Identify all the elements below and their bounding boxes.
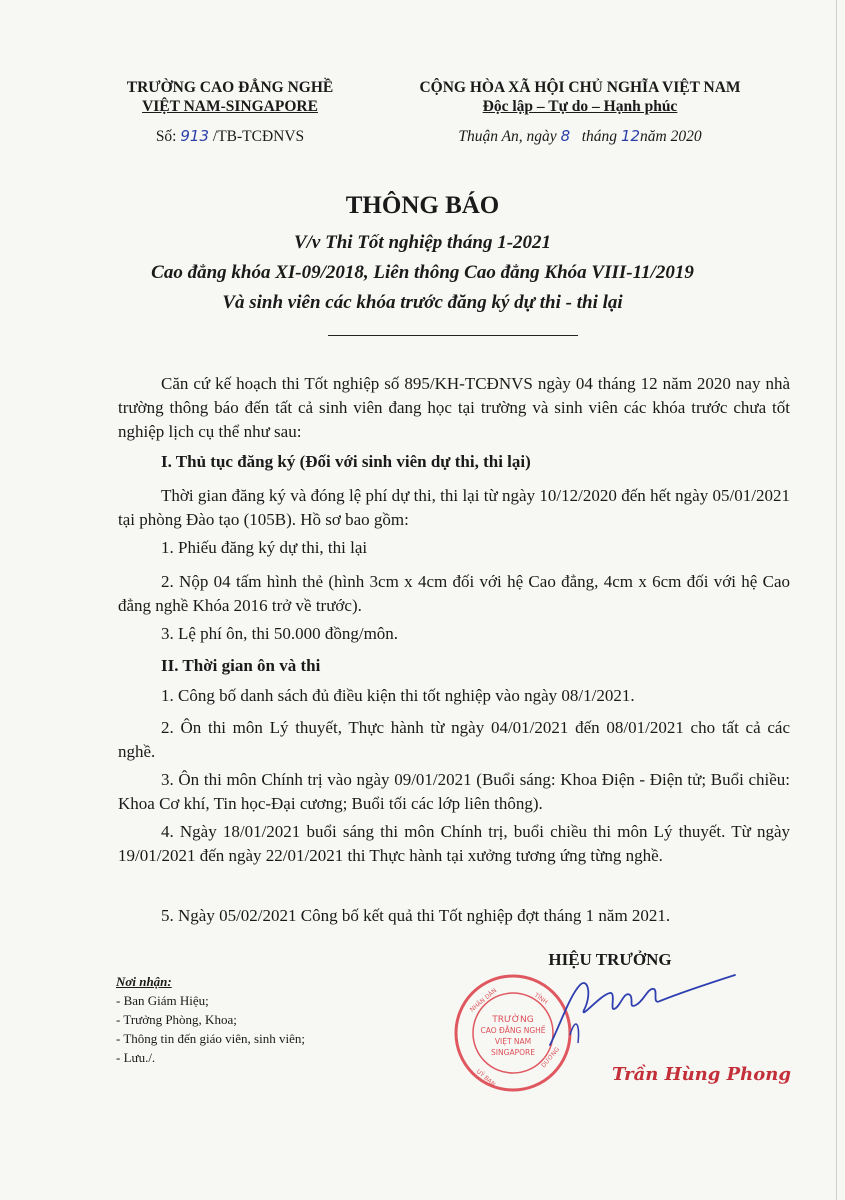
section2-item5: 5. Ngày 05/02/2021 Công bố kết quả thi Tốt nghiệp đợt tháng 1 năm 2021.: [161, 906, 671, 925]
org-line2: VIỆT NAM-SINGAPORE: [142, 98, 318, 115]
signer-title: HIỆU TRƯỞNG: [548, 950, 672, 969]
svg-text:NHÂN DÂN: NHÂN DÂN: [468, 987, 499, 1014]
section1-text: Thời gian đăng ký và đóng lệ phí dự thi, thi lại từ ngày 10/12/2020 đến hết ngày 05/01/2021 tại phòng Đào tạo (105B). Hồ sơ bao gồm:: [118, 486, 790, 529]
recipient-item: - Trưởng Phòng, Khoa;: [116, 1012, 237, 1027]
handwritten-signature-icon: [540, 965, 740, 1055]
intro-paragraph: Căn cứ kế hoạch thi Tốt nghiệp số 895/KH-TCĐNVS ngày 04 tháng 12 năm 2020 nay nhà trường thông báo đến tất cả sinh viên đang học tại trường và sinh viên các khóa trước chưa tốt nghiệp lịch cụ thể như sau:: [118, 374, 790, 441]
subtitle-line3: Và sinh viên các khóa trước đăng ký dự thi - thi lại: [222, 292, 623, 313]
svg-text:VIỆT NAM: VIỆT NAM: [494, 1037, 532, 1046]
section1-item3: 3. Lệ phí ôn, thi 50.000 đồng/môn.: [161, 624, 399, 643]
subtitle-line2: Cao đẳng khóa XI-09/2018, Liên thông Cao đẳng Khóa VIII-11/2019: [151, 262, 694, 283]
svg-text:TRƯỜNG: TRƯỜNG: [492, 1015, 534, 1025]
section1-item2: 2. Nộp 04 tấm hình thẻ (hình 3cm x 4cm đối với hệ Cao đẳng, 4cm x 6cm đối với hệ Cao đẳng nghề Khóa 2016 trở về trước).: [118, 572, 790, 615]
section1-title: I. Thủ tục đăng ký (Đối với sinh viên dự thi, thi lại): [161, 452, 531, 471]
recipients-title: Nơi nhận:: [116, 974, 172, 989]
section2-item1: 1. Công bố danh sách đủ điều kiện thi tốt nghiệp vào ngày 08/1/2021.: [161, 686, 635, 705]
svg-text:TỈNH: TỈNH: [532, 991, 549, 1006]
section2-item3: 3. Ôn thi môn Chính trị vào ngày 09/01/2021 (Buổi sáng: Khoa Điện - Điện tử; Buổi chiều: Khoa Cơ khí, Tin học-Đại cương; Buổi tối các lớp liên thông).: [118, 770, 790, 813]
header-organization: [90, 78, 370, 147]
header-country: [380, 78, 780, 147]
section2-item4: 4. Ngày 18/01/2021 buổi sáng thi môn Chính trị, buổi chiều thi môn Lý thuyết. Từ ngày 19/01/2021 đến ngày 22/01/2021 thi Thực hành tại xưởng tương ứng từng nghề.: [118, 822, 790, 865]
page-edge: [836, 0, 837, 1200]
recipients-block: [116, 972, 305, 1067]
section2-title: II. Thời gian ôn và thi: [161, 656, 321, 675]
section2-item2: 2. Ôn thi môn Lý thuyết, Thực hành từ ngày 04/01/2021 đến 08/01/2021 cho tất cả các nghề.: [118, 718, 790, 761]
document-title: THÔNG BÁO: [345, 192, 500, 219]
place-date-prefix: Thuận An, ngày: [458, 128, 557, 145]
so-number: 913: [180, 127, 210, 145]
signer-name: Trần Hùng Phong: [612, 1064, 791, 1085]
place-date: [380, 126, 780, 147]
org-line1: TRƯỜNG CAO ĐẲNG NGHỀ: [126, 79, 334, 96]
svg-text:SINGAPORE: SINGAPORE: [491, 1048, 535, 1057]
date-day: 8: [560, 127, 571, 145]
month-label: tháng: [581, 128, 618, 145]
recipient-item: - Lưu./.: [116, 1050, 156, 1065]
svg-text:UỶ BAN: UỶ BAN: [474, 1068, 497, 1089]
recipient-item: - Ban Giám Hiệu;: [116, 993, 209, 1008]
recipient-item: - Thông tin đến giáo viên, sinh viên;: [116, 1031, 305, 1046]
svg-text:CAO ĐẲNG NGHỀ: CAO ĐẲNG NGHỀ: [480, 1026, 546, 1035]
svg-text:DƯƠNG: DƯƠNG: [540, 1046, 562, 1070]
document-number: [90, 126, 370, 147]
title-divider: [328, 335, 578, 336]
year-label: năm 2020: [640, 128, 702, 145]
country-line2: Độc lập – Tự do – Hạnh phúc: [482, 98, 678, 115]
section1-item1: 1. Phiếu đăng ký dự thi, thi lại: [161, 538, 368, 557]
date-month: 12: [620, 127, 641, 145]
so-label: Số:: [155, 128, 177, 145]
subtitle-line1: V/v Thi Tốt nghiệp tháng 1-2021: [293, 232, 552, 253]
so-suffix: /TB-TCĐNVS: [212, 128, 305, 145]
country-line1: CỘNG HÒA XÃ HỘI CHỦ NGHĨA VIỆT NAM: [419, 79, 741, 96]
